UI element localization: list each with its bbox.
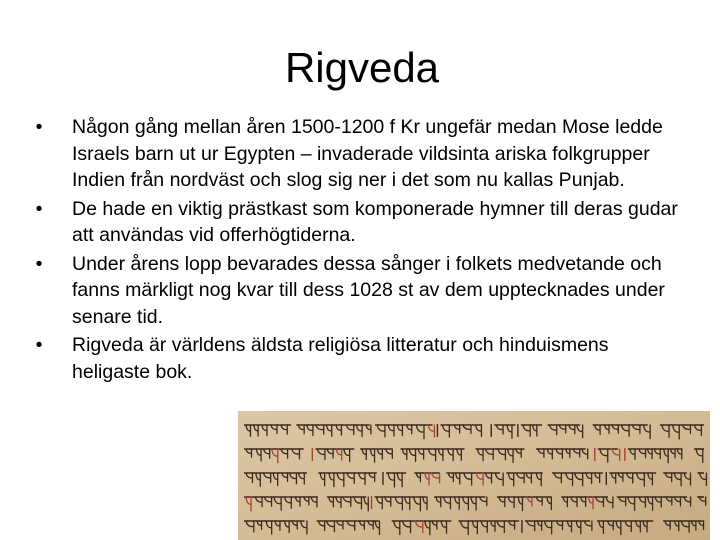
bullet-item xyxy=(30,332,690,385)
bullet-text: Rigveda är världens äldsta religiösa litteratur och hinduismens heligaste bok. xyxy=(72,334,609,383)
bullet-text: Under årens lopp bevarades dessa sånger i folkets medvetande och fanns märkligt nog kvar till dess 1028 st av dem upptecknades under senare tid. xyxy=(72,252,665,328)
bullet-list xyxy=(30,114,690,387)
manuscript-illustration xyxy=(238,411,710,540)
bullet-marker: • xyxy=(35,116,43,138)
bullet-marker: • xyxy=(35,252,43,275)
bullet-item xyxy=(30,251,690,331)
bullet-item xyxy=(30,114,690,194)
slide-title: Rigveda xyxy=(284,44,440,91)
manuscript-image xyxy=(238,411,710,540)
bullet-item xyxy=(30,196,690,249)
bullet-marker: • xyxy=(35,334,43,356)
bullet-text: De hade en viktig prästkast som komponerade hymner till deras gudar att användas vid offerhögtiderna. xyxy=(72,197,678,246)
bullet-marker: • xyxy=(35,197,43,220)
bullet-text: Någon gång mellan åren 1500-1200 f Kr ungefär medan Mose ledde Israels barn ut ur Egypten – invaderade vildsinta ariska folkgrupper Indien från nordväst och slog sig ner i det som nu kallas Punjab. xyxy=(72,116,663,191)
